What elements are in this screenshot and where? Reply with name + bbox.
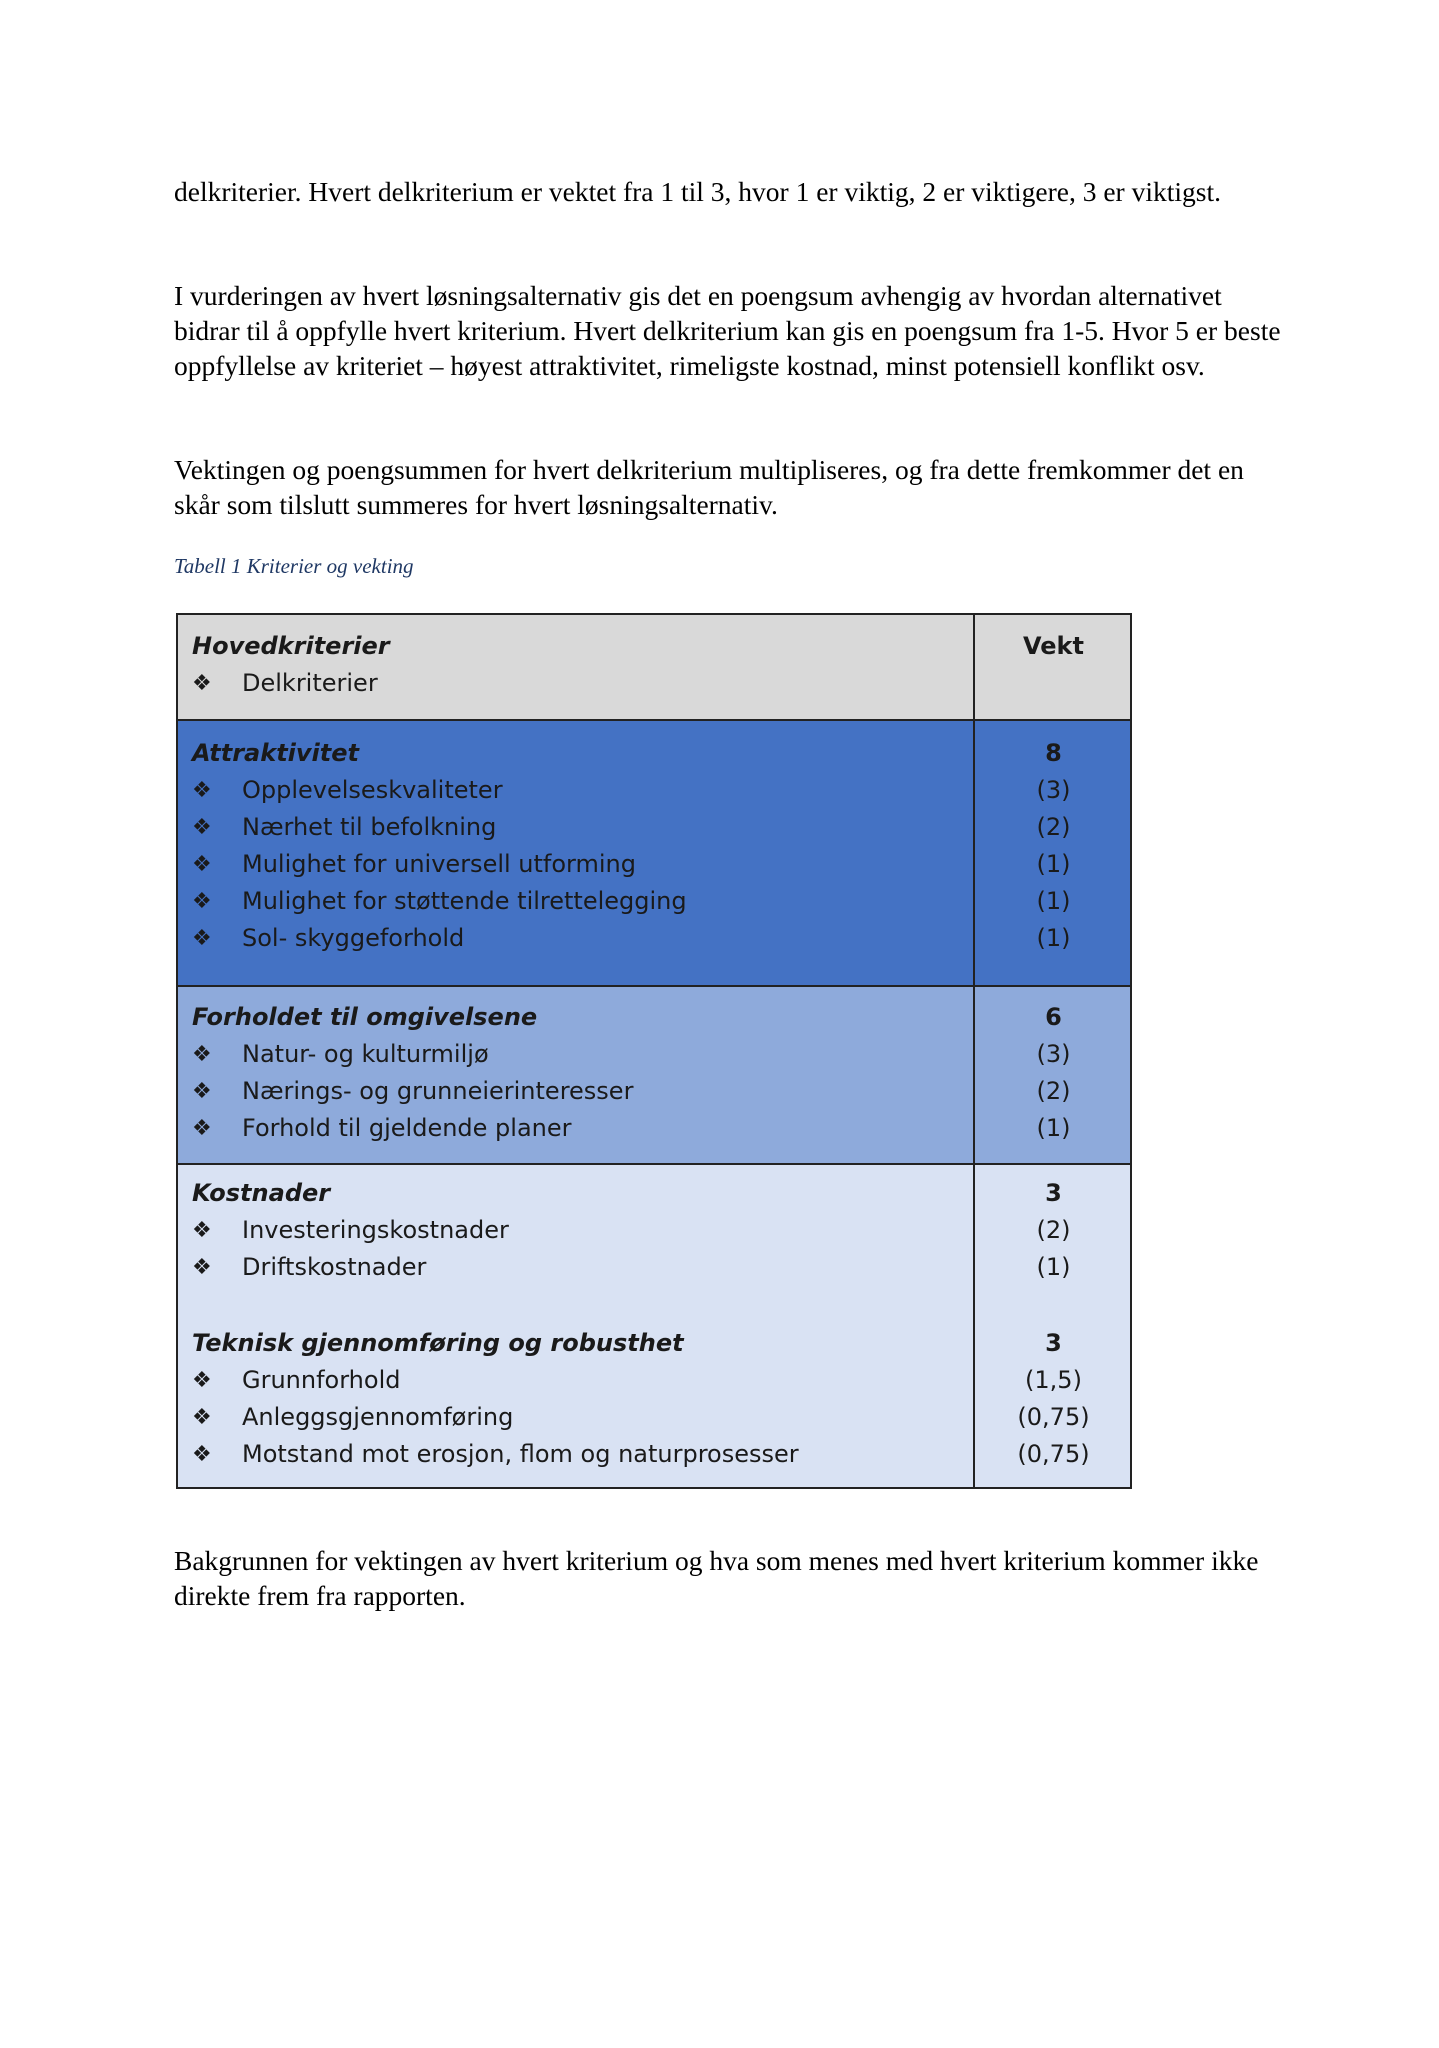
criterion-weight: 3 (1045, 1179, 1062, 1207)
criterion-row (178, 999, 1130, 1036)
diamond-bullet-icon: ❖ (192, 1042, 212, 1067)
sub-criterion-row (178, 1249, 1130, 1286)
sub-criterion-label: Natur- og kulturmiljø (242, 1040, 489, 1068)
criterion-row (178, 1325, 1130, 1362)
paragraph: delkriterier. Hvert delkriterium er vektet fra 1 til 3, hvor 1 er viktig, 2 er viktigere, 3 er viktigst. (174, 176, 1221, 207)
sub-criterion-row (178, 920, 1130, 957)
sub-criterion-label: Nærhet til befolkning (242, 813, 497, 841)
closing-paragraph: Bakgrunnen for vektingen av hvert kriterium og hva som menes med hvert kriterium kommer ikke direkte frem fra rapporten. (174, 1545, 1259, 1611)
section-kostnader-teknisk (178, 1163, 1130, 1487)
criterion-label: Attraktivitet (192, 739, 359, 767)
diamond-bullet-icon: ❖ (192, 1368, 212, 1393)
sub-criterion-weight: (1) (1036, 850, 1071, 878)
sub-criterion-weight: (0,75) (1017, 1403, 1090, 1431)
sub-criterion-label: Motstand mot erosjon, flom og naturprosesser (242, 1440, 799, 1468)
diamond-bullet-icon: ❖ (192, 889, 212, 914)
criterion-label: Teknisk gjennomføring og robusthet (192, 1329, 684, 1357)
sub-criterion-row (178, 809, 1130, 846)
sub-criterion-label: Forhold til gjeldende planer (242, 1114, 572, 1142)
column-divider (973, 615, 975, 1487)
sub-criteria-heading: Delkriterier (242, 669, 378, 697)
sub-criterion-weight: (1) (1036, 887, 1071, 915)
table-header (178, 615, 1130, 719)
diamond-bullet-icon: ❖ (192, 815, 212, 840)
sub-criterion-label: Grunnforhold (242, 1366, 401, 1394)
main-criteria-heading: Hovedkriterier (192, 632, 390, 660)
sub-criterion-row (178, 772, 1130, 809)
sub-criterion-row (178, 1436, 1130, 1473)
sub-criterion-weight: (1) (1036, 924, 1071, 952)
diamond-bullet-icon: ❖ (192, 1405, 212, 1430)
sub-criterion-weight: (3) (1036, 776, 1071, 804)
sub-criterion-label: Sol- skyggeforhold (242, 924, 465, 952)
sub-criterion-label: Nærings- og grunneierinteresser (242, 1077, 634, 1105)
table-caption: Tabell 1 Kriterier og vekting (174, 554, 414, 578)
section-attraktivitet (178, 719, 1130, 985)
criterion-weight: 6 (1045, 1003, 1062, 1031)
sub-criterion-label: Mulighet for støttende tilrettelegging (242, 887, 687, 915)
header-row (178, 628, 1130, 665)
sub-criterion-weight: (1) (1036, 1114, 1071, 1142)
diamond-bullet-icon: ❖ (192, 1079, 212, 1104)
sub-criterion-row (178, 846, 1130, 883)
sub-criterion-label: Anleggsgjennomføring (242, 1403, 514, 1431)
sub-criterion-label: Investeringskostnader (242, 1216, 509, 1244)
sub-criterion-weight: (2) (1036, 1216, 1071, 1244)
diamond-bullet-icon: ❖ (192, 1442, 212, 1467)
sub-criterion-row (178, 1212, 1130, 1249)
sub-criterion-row (178, 1073, 1130, 1110)
criterion-label: Forholdet til omgivelsene (192, 1003, 538, 1031)
sub-criterion-weight: (0,75) (1017, 1440, 1090, 1468)
diamond-bullet-icon: ❖ (192, 852, 212, 877)
sub-criterion-weight: (2) (1036, 813, 1071, 841)
sub-criterion-weight: (2) (1036, 1077, 1071, 1105)
sub-criterion-row (178, 1110, 1130, 1147)
criteria-table (176, 613, 1132, 1489)
sub-criterion-label: Driftskostnader (242, 1253, 427, 1281)
criterion-row (178, 1175, 1130, 1212)
diamond-bullet-icon: ❖ (192, 671, 212, 696)
sub-criterion-weight: (1) (1036, 1253, 1071, 1281)
sub-criterion-row (178, 1399, 1130, 1436)
sub-criterion-weight: (1,5) (1025, 1366, 1082, 1394)
sub-criterion-row (178, 1362, 1130, 1399)
criterion-row (178, 735, 1130, 772)
weight-heading: Vekt (1023, 632, 1084, 660)
section-omgivelsene (178, 985, 1130, 1163)
sub-criterion-row (178, 1036, 1130, 1073)
criterion-weight: 3 (1045, 1329, 1062, 1357)
diamond-bullet-icon: ❖ (192, 1255, 212, 1280)
sub-criterion-label: Mulighet for universell utforming (242, 850, 636, 878)
paragraph: I vurderingen av hvert løsningsalternativ gis det en poengsum avhengig av hvordan alternativet bidrar til å oppfylle hvert kriterium. Hvert delkriterium kan gis en poengsum fra 1-5. Hvor 5 er beste oppfyllelse av kriteriet – høyest attraktivitet, rimeligste kostnad, minst potensiell konflikt osv. (174, 280, 1281, 381)
sub-criterion-label: Opplevelseskvaliteter (242, 776, 503, 804)
diamond-bullet-icon: ❖ (192, 1116, 212, 1141)
sub-criterion-weight: (3) (1036, 1040, 1071, 1068)
diamond-bullet-icon: ❖ (192, 778, 212, 803)
paragraph: Vektingen og poengsummen for hvert delkriterium multipliseres, og fra dette fremkommer det en skår som tilslutt summeres for hvert løsningsalternativ. (174, 454, 1244, 520)
diamond-bullet-icon: ❖ (192, 926, 212, 951)
header-sub-row (178, 665, 1130, 702)
criterion-weight: 8 (1045, 739, 1062, 767)
sub-criterion-row (178, 883, 1130, 920)
criterion-label: Kostnader (192, 1179, 331, 1207)
diamond-bullet-icon: ❖ (192, 1218, 212, 1243)
